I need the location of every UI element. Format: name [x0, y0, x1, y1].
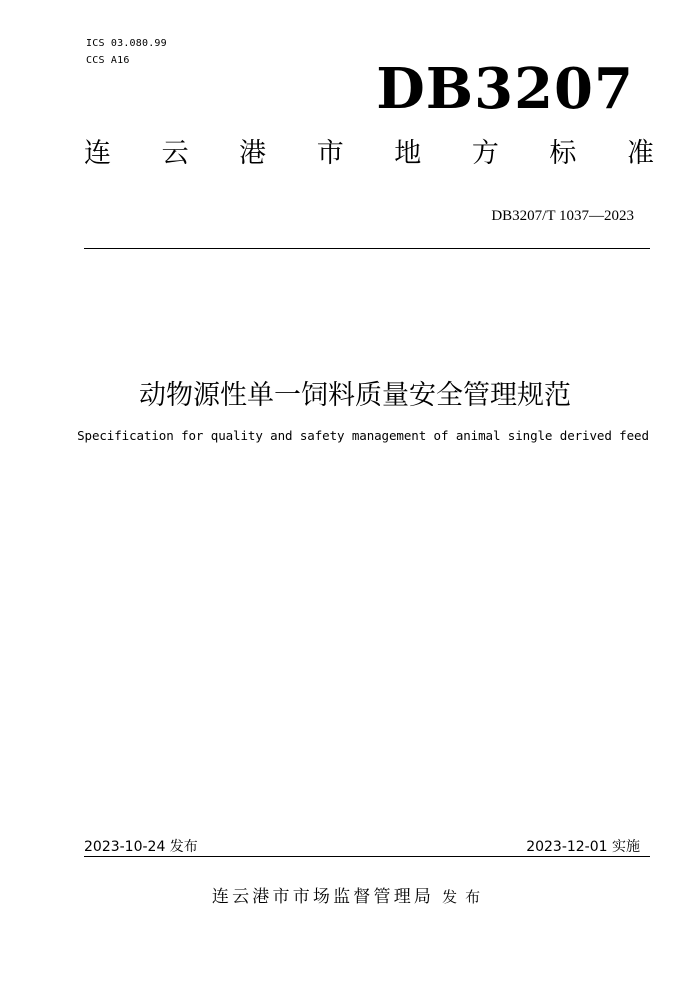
ccs-code: CCS A16 — [86, 55, 130, 66]
publisher-name: 连云港市市场监督管理局 — [211, 887, 435, 907]
standard-number: DB3207/T 1037—2023 — [491, 208, 634, 224]
standard-type-char: 连 — [84, 138, 111, 169]
implementation-date: 2023-12-01 实施 — [526, 839, 640, 855]
standard-type-char: 标 — [549, 138, 577, 169]
standard-type-char: 市 — [316, 138, 344, 169]
publisher-action: 发布 — [442, 888, 489, 906]
standard-type-char: 云 — [161, 138, 189, 169]
document-title-chinese: 动物源性单一饲料质量安全管理规范 — [139, 380, 571, 411]
db-code-heading: DB3207 — [376, 56, 634, 122]
standard-type-char: 准 — [626, 138, 654, 169]
standard-type-char: 方 — [471, 138, 499, 169]
ics-code: ICS 03.080.99 — [86, 38, 167, 49]
issue-date: 2023-10-24 发布 — [84, 839, 198, 855]
publisher-line — [0, 885, 700, 909]
document-title-english: Specification for quality and safety management of animal single derived feed — [77, 428, 649, 443]
footer-divider — [84, 856, 650, 857]
standard-type-heading — [84, 137, 654, 171]
header-divider — [84, 248, 650, 249]
standard-type-char: 地 — [394, 138, 422, 169]
standard-type-char: 港 — [239, 138, 267, 169]
